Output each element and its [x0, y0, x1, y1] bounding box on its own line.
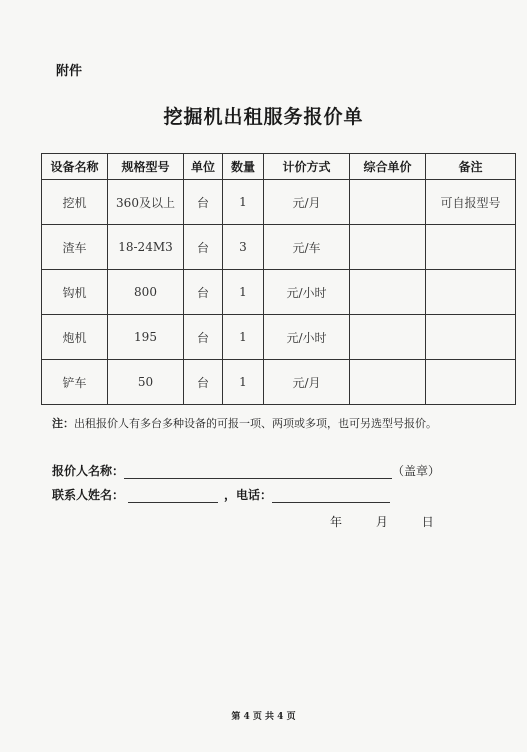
note-label: 注： [52, 417, 74, 430]
phone-field[interactable] [272, 489, 390, 503]
attachment-label: 附件 [56, 64, 83, 79]
phone-label: ，电话： [224, 488, 273, 502]
header-pricing-method: 计价方式 [264, 154, 350, 180]
cell-pricing-method: 元/月 [264, 180, 350, 225]
cell-unit-price[interactable] [350, 315, 426, 360]
table-row [42, 360, 516, 405]
cell-unit-price[interactable] [350, 180, 426, 225]
table-header-row [42, 154, 516, 180]
cell-equipment-name: 渣车 [42, 225, 108, 270]
cell-quantity: 1 [223, 180, 264, 225]
cell-quantity: 1 [223, 270, 264, 315]
date-line [330, 513, 450, 530]
cell-unit: 台 [184, 225, 223, 270]
quote-table [41, 153, 516, 405]
header-remarks: 备注 [426, 154, 516, 180]
cell-unit: 台 [184, 180, 223, 225]
page-footer: 第 4 页 共 4 页 [231, 712, 296, 722]
date-month-label: 月 [375, 515, 388, 529]
bidder-name-label: 报价人名称： [52, 464, 125, 478]
cell-quantity: 1 [223, 315, 264, 360]
cell-unit-price[interactable] [350, 225, 426, 270]
cell-pricing-method: 元/车 [264, 225, 350, 270]
cell-pricing-method: 元/小时 [264, 270, 350, 315]
cell-unit: 台 [184, 315, 223, 360]
header-spec-model: 规格型号 [108, 154, 184, 180]
cell-quantity: 1 [223, 360, 264, 405]
cell-remarks [426, 315, 516, 360]
table-row [42, 225, 516, 270]
cell-unit: 台 [184, 270, 223, 315]
table-row [42, 315, 516, 360]
cell-equipment-name: 钩机 [42, 270, 108, 315]
seal-text: （盖章） [392, 464, 441, 478]
cell-unit-price[interactable] [350, 360, 426, 405]
cell-spec-model: 50 [108, 360, 184, 405]
cell-pricing-method: 元/月 [264, 360, 350, 405]
note [52, 415, 437, 431]
note-text: 出租报价人有多台多种设备的可报一项、两项或多项，也可另选型号报价。 [74, 417, 437, 430]
table-row [42, 180, 516, 225]
bidder-name-field[interactable] [124, 465, 392, 479]
header-unit-price: 综合单价 [350, 154, 426, 180]
cell-spec-model: 18-24M3 [108, 225, 184, 270]
cell-pricing-method: 元/小时 [264, 315, 350, 360]
cell-remarks [426, 225, 516, 270]
header-unit: 单位 [184, 154, 223, 180]
table-row [42, 270, 516, 315]
cell-unit-price[interactable] [350, 270, 426, 315]
contact-name-field[interactable] [128, 489, 218, 503]
header-equipment-name: 设备名称 [42, 154, 108, 180]
cell-equipment-name: 挖机 [42, 180, 108, 225]
contact-name-label: 联系人姓名： [52, 488, 125, 502]
cell-unit: 台 [184, 360, 223, 405]
document-title: 挖掘机出租服务报价单 [163, 106, 364, 128]
cell-remarks [426, 360, 516, 405]
contact-row [52, 486, 390, 503]
cell-spec-model: 195 [108, 315, 184, 360]
cell-remarks: 可自报型号 [426, 180, 516, 225]
cell-equipment-name: 炮机 [42, 315, 108, 360]
bidder-name-row [52, 462, 440, 479]
header-quantity: 数量 [223, 154, 264, 180]
cell-remarks [426, 270, 516, 315]
cell-equipment-name: 铲车 [42, 360, 108, 405]
date-day-label: 日 [421, 515, 434, 529]
cell-spec-model: 800 [108, 270, 184, 315]
cell-spec-model: 360及以上 [108, 180, 184, 225]
date-year-label: 年 [330, 515, 343, 529]
cell-quantity: 3 [223, 225, 264, 270]
